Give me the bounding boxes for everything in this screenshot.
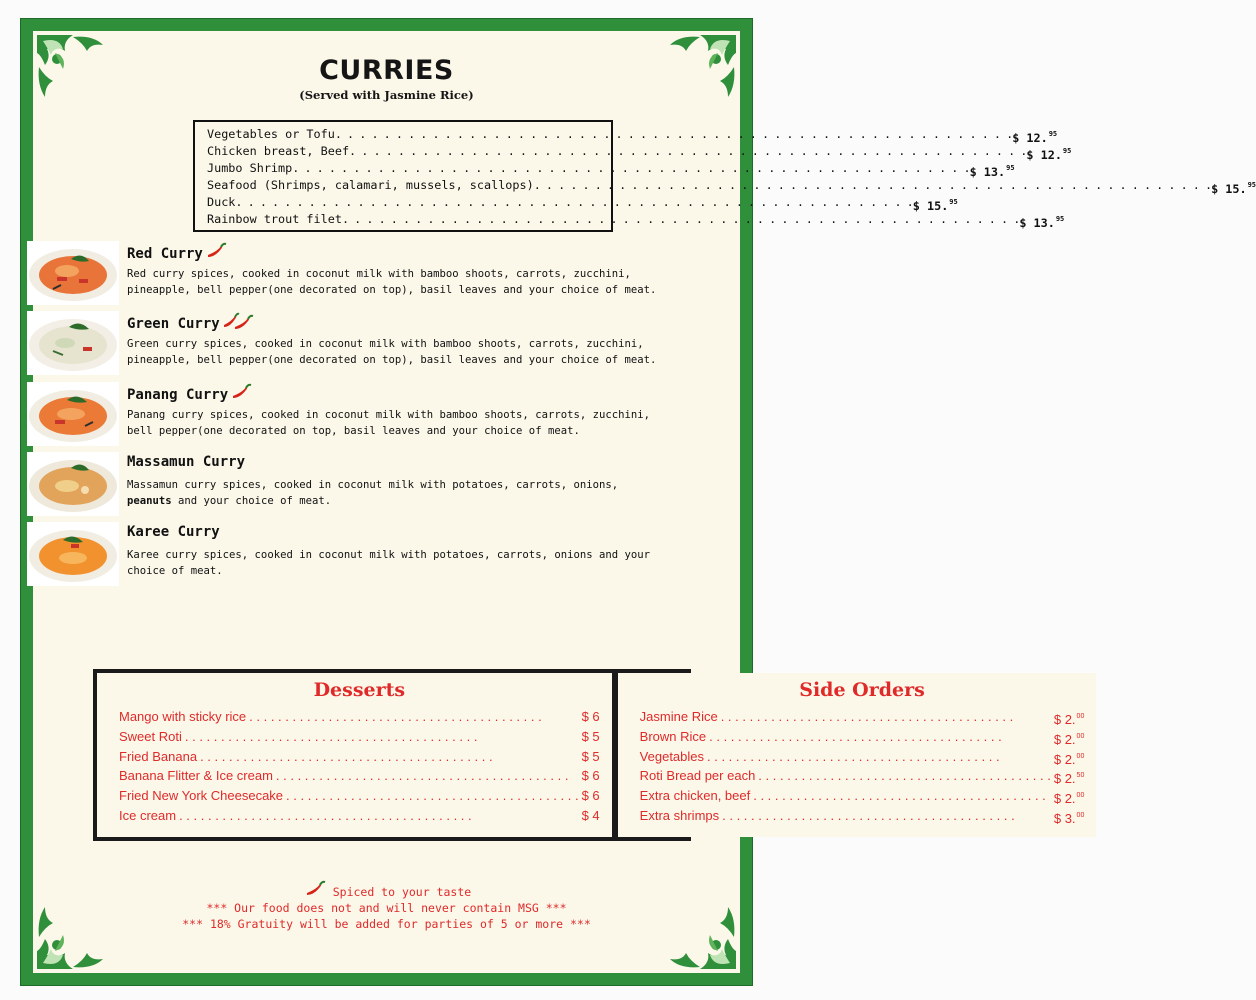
side-order-item: Brown Rice . . . $ 2.00 <box>640 727 1085 747</box>
dish-description: Red curry spices, cooked in coconut milk with bamboo shoots, carrots, zucchini, pineapple, bell pepper(one decorated on top), basil leaves and your choice of meat. <box>127 268 657 296</box>
dish-red-curry <box>27 239 707 305</box>
dish-massamun-curry <box>27 450 707 516</box>
panang-curry-photo <box>27 382 119 446</box>
price-row <box>207 211 1065 230</box>
dessert-item: Banana Flitter & Ice cream . . . $ 6 <box>119 766 600 786</box>
curry-price-list <box>193 120 1256 232</box>
price-row <box>207 194 958 213</box>
karee-curry-photo <box>27 522 119 586</box>
dessert-item: Fried New York Cheesecake . . . $ 6 <box>119 786 600 806</box>
dish-description: Karee curry spices, cooked in coconut milk with potatoes, carrots, onions and your choice of meat. <box>127 549 650 577</box>
price-row-name: Duck <box>207 195 236 209</box>
price-row <box>207 143 1072 162</box>
side-orders-title: Side Orders <box>799 679 925 701</box>
gratuity-note: *** 18% Gratuity will be added for parties of 5 or more *** <box>182 917 591 931</box>
dish-name: Panang Curry <box>127 384 252 403</box>
side-order-item: Extra chicken, beef . . . $ 2.00 <box>640 786 1085 806</box>
price-row-name: Jumbo Shrimp <box>207 161 293 175</box>
dessert-item: Sweet Roti . . . $ 5 <box>119 727 600 747</box>
price-row-price: $ 15.95 <box>912 198 958 213</box>
dish-name: Green Curry <box>127 313 254 332</box>
dessert-item: Ice cream . . . $ 4 <box>119 806 600 826</box>
desserts-panel <box>97 673 612 837</box>
side-order-item: Extra shrimps . . . $ 3.00 <box>640 806 1085 826</box>
menu-page <box>20 18 1256 986</box>
price-row-price: $ 13.95 <box>1019 215 1065 230</box>
price-row-price: $ 12.95 <box>1012 130 1058 145</box>
dish-description: Massamun curry spices, cooked in coconut milk with potatoes, carrots, onions, peanuts and your choice of meat. <box>127 479 619 507</box>
price-row-name: Rainbow trout filet <box>207 212 342 226</box>
chili-icon <box>304 881 326 899</box>
dish-description: Green curry spices, cooked in coconut milk with bamboo shoots, carrots, zucchini, pineapple, bell pepper(one decorated on top), basil leaves and your choice of meat. <box>127 338 657 366</box>
price-row <box>207 177 1256 196</box>
red-curry-photo <box>27 241 119 305</box>
side-order-item: Roti Bread per each . . . $ 2.50 <box>640 766 1085 786</box>
spice-note: Spiced to your taste <box>33 881 740 900</box>
massamun-curry-photo <box>27 452 119 516</box>
menu-footer <box>33 881 740 932</box>
dessert-item: Fried Banana . . . $ 5 <box>119 747 600 767</box>
side-order-item: Vegetables . . . $ 2.00 <box>640 747 1085 767</box>
menu-inner <box>33 31 1256 973</box>
price-row-name: Seafood (Shrimps, calamari, mussels, scallops) <box>207 178 534 192</box>
chili-icon <box>205 243 227 261</box>
page-title: CURRIES <box>319 55 454 86</box>
double-chili-icon <box>222 313 254 331</box>
dish-green-curry <box>27 309 707 375</box>
msg-note: *** Our food does not and will never contain MSG *** <box>206 901 567 915</box>
price-row-price: $ 15.95 <box>1211 181 1256 196</box>
dessert-item: Mango with sticky rice . . . $ 6 <box>119 707 600 727</box>
side-orders-panel <box>618 673 1097 837</box>
chili-icon <box>230 384 252 402</box>
desserts-title: Desserts <box>313 679 406 701</box>
dish-name: Red Curry <box>127 243 227 262</box>
dish-name: Massamun Curry <box>127 454 246 470</box>
dish-karee-curry <box>27 520 707 586</box>
dish-name: Karee Curry <box>127 524 220 540</box>
price-row <box>207 160 1015 179</box>
price-row-name: Chicken breast, Beef <box>207 144 350 158</box>
side-order-item: Jasmine Rice . . . $ 2.00 <box>640 707 1085 727</box>
desserts-side-orders-box <box>93 669 1085 841</box>
dish-panang-curry <box>27 380 707 446</box>
page-subtitle: (Served with Jasmine Rice) <box>299 88 474 102</box>
price-row-price: $ 12.95 <box>1026 147 1072 162</box>
dish-description: Panang curry spices, cooked in coconut milk with bamboo shoots, carrots, zucchini, bell pepper(one decorated on top, basil leaves and your choice of meat. <box>127 409 650 437</box>
price-row-name: Vegetables or Tofu <box>207 127 335 141</box>
price-row-price: $ 13.95 <box>969 164 1015 179</box>
price-row <box>207 126 1058 145</box>
green-curry-photo <box>27 311 119 375</box>
